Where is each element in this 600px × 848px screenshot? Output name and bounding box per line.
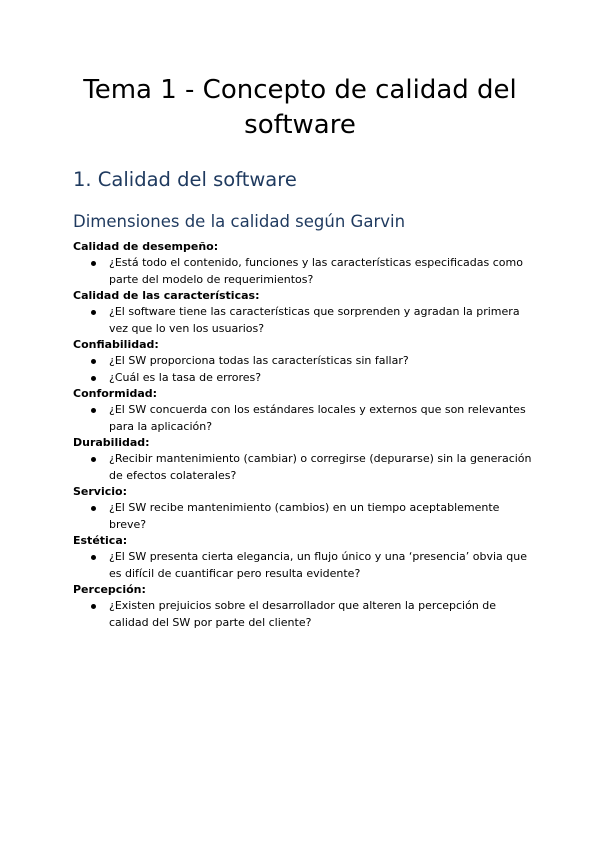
question-item [73, 451, 533, 484]
dimension-question-list [73, 451, 533, 484]
question-text: ¿El SW presenta cierta elegancia, un flujo único y una ‘presencia’ obvia que es difícil de cuantificar pero resulta evidente? [109, 550, 527, 580]
bullet-icon [91, 359, 96, 364]
dimension-name: Conformidad: [73, 387, 158, 400]
dimension-name: Calidad de las características: [73, 289, 260, 302]
dimension-block [73, 386, 533, 435]
subsection-heading: Dimensiones de la calidad según Garvin [73, 212, 406, 231]
document-title: Tema 1 - Concepto de calidad del software [83, 75, 517, 140]
dimension-question-list [73, 402, 533, 435]
question-text: ¿El SW concuerda con los estándares locales y externos que son relevantes para la aplicación? [109, 403, 526, 433]
dimension-name: Durabilidad: [73, 436, 150, 449]
dimension-block [73, 582, 533, 631]
dimension-name: Percepción: [73, 583, 146, 596]
question-item [73, 598, 533, 631]
question-item [73, 402, 533, 435]
dimension-block [73, 337, 533, 386]
question-text: ¿El SW recibe mantenimiento (cambios) en un tiempo aceptablemente breve? [109, 501, 500, 531]
bullet-icon [91, 376, 96, 381]
question-text: ¿El software tiene las características que sorprenden y agradan la primera vez que lo ven los usuarios? [109, 305, 520, 335]
bullet-icon [91, 555, 96, 560]
dimension-name: Estética: [73, 534, 128, 547]
question-text: ¿Cuál es la tasa de errores? [109, 370, 262, 384]
question-text: ¿El SW proporciona todas las características sin fallar? [109, 354, 409, 367]
question-item [73, 549, 533, 582]
bullet-icon [91, 604, 96, 609]
dimension-block [73, 288, 533, 337]
dimension-name: Confiabilidad: [73, 338, 159, 351]
dimension-question-list [73, 549, 533, 582]
dimension-block [73, 484, 533, 533]
dimension-question-list [73, 353, 533, 386]
bullet-icon [91, 506, 96, 511]
dimension-name: Servicio: [73, 485, 127, 498]
section-heading: 1. Calidad del software [73, 168, 297, 191]
question-item [73, 500, 533, 533]
question-item [73, 370, 533, 387]
question-item [73, 353, 533, 370]
dimension-block [73, 435, 533, 484]
dimension-block [73, 239, 533, 288]
dimension-question-list [73, 598, 533, 631]
bullet-icon [91, 261, 96, 266]
dimension-block [73, 533, 533, 582]
dimension-name: Calidad de desempeño: [73, 240, 219, 253]
bullet-icon [91, 408, 96, 413]
dimension-question-list [73, 304, 533, 337]
question-text: ¿Existen prejuicios sobre el desarrollador que alteren la percepción de calidad del SW por parte del cliente? [109, 599, 497, 629]
bullet-icon [91, 310, 96, 315]
dimension-question-list [73, 255, 533, 288]
question-item [73, 255, 533, 288]
question-text: ¿Está todo el contenido, funciones y las características especificadas como parte del modelo de requerimientos? [109, 256, 523, 286]
bullet-icon [91, 457, 96, 462]
question-text: ¿Recibir mantenimiento (cambiar) o corregirse (depurarse) sin la generación de efectos colaterales? [109, 452, 532, 482]
dimensions-content [73, 239, 533, 631]
question-item [73, 304, 533, 337]
dimension-question-list [73, 500, 533, 533]
